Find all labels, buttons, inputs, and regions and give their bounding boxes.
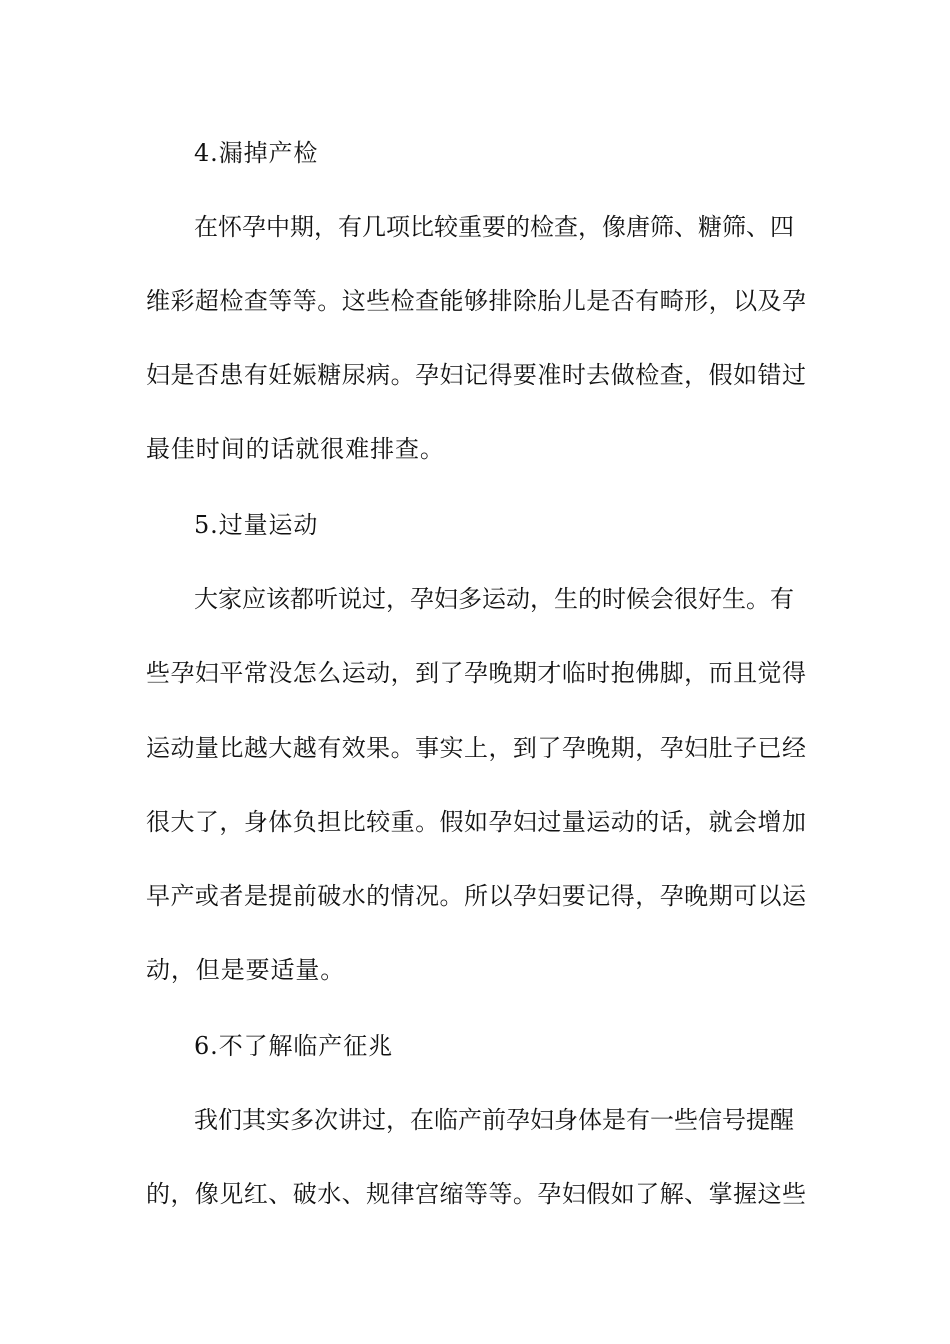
paragraph-line: 妇是否患有妊娠糖尿病。孕妇记得要准时去做检查，假如错过 <box>146 361 806 389</box>
paragraph-line: 最佳时间的话就很难排查。 <box>146 435 445 463</box>
paragraph-line: 早产或者是提前破水的情况。所以孕妇要记得，孕晚期可以运 <box>146 882 806 910</box>
section-heading-4: 4.漏掉产检 <box>194 139 319 167</box>
paragraph-line: 维彩超检查等等。这些检查能够排除胎儿是否有畸形，以及孕 <box>146 287 806 315</box>
paragraph-line: 运动量比越大越有效果。事实上，到了孕晚期，孕妇肚子已经 <box>146 734 806 762</box>
section-heading-6: 6.不了解临产征兆 <box>194 1032 393 1060</box>
section-heading-5: 5.过量运动 <box>194 511 319 539</box>
paragraph-line: 大家应该都听说过，孕妇多运动，生的时候会很好生。有 <box>194 585 794 613</box>
paragraph-line: 我们其实多次讲过，在临产前孕妇身体是有一些信号提醒 <box>194 1106 794 1134</box>
paragraph-line: 在怀孕中期，有几项比较重要的检查，像唐筛、糖筛、四 <box>194 213 794 241</box>
paragraph-line: 些孕妇平常没怎么运动，到了孕晚期才临时抱佛脚，而且觉得 <box>146 659 806 687</box>
paragraph-line: 的，像见红、破水、规律宫缩等等。孕妇假如了解、掌握这些 <box>146 1180 806 1208</box>
paragraph-line: 很大了，身体负担比较重。假如孕妇过量运动的话，就会增加 <box>146 808 806 836</box>
paragraph-line: 动，但是要适量。 <box>146 956 346 984</box>
